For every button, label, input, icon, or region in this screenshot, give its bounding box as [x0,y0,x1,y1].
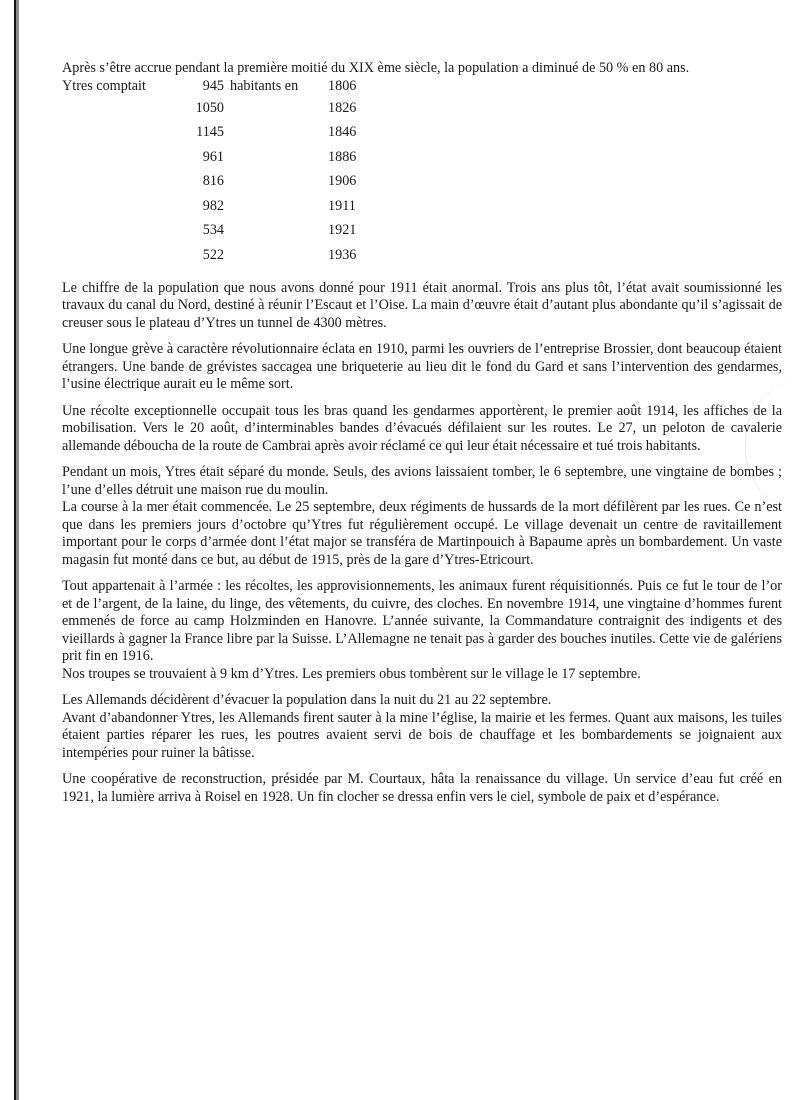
population-table [62,78,388,272]
population-unit [230,222,328,247]
population-label [62,173,184,198]
population-unit [230,100,328,125]
population-unit [230,149,328,174]
population-value: 522 [202,247,224,264]
population-year: 1921 [328,222,357,239]
population-label [62,149,184,174]
population-value: 816 [202,173,224,190]
population-unit [230,198,328,223]
population-year: 1846 [328,124,357,141]
population-row [62,247,388,272]
paragraph-greve: Une longue grève à caractère révolutionnaire éclata en 1910, parmi les ouvriers de l’entreprise Brossier, dont beaucoup étaient étrangers. Une bande de grévistes saccagea une briqueterie au lieu dit le fond du Gard et sans l’intervention des gendarmes, l’usine électrique aurait eu le même sort. [62,341,782,393]
population-value: 961 [202,148,224,165]
population-row [62,222,388,247]
paragraph-destruction: Avant d’abandonner Ytres, les Allemands firent sauter à la mine l’église, la mairie et les fermes. Quant aux maisons, les tuiles étaient parties réparer les rues, les poutres avaient servi de bois de chauffage et les bombardements se joignaient aux intempéries pour ruiner la bâtisse. [62,709,782,761]
population-value: 534 [202,222,224,239]
paragraph-reconstruction: Une coopérative de reconstruction, présidée par M. Courtaux, hâta la renaissance du village. Un service d’eau fut créé en 1921, la lumière arriva à Roisel en 1928. Un fin clocher se dressa enfin vers le ciel, symbole de paix et d’espérance. [62,771,782,805]
population-label [62,222,184,247]
population-year: 1906 [328,173,357,190]
population-label: Ytres comptait [62,77,146,94]
population-unit [230,247,328,272]
population-year: 1911 [328,197,356,214]
population-year: 1886 [328,148,357,165]
document-body [62,60,782,806]
population-row [62,124,388,149]
population-unit [230,124,328,149]
population-value: 1145 [196,124,224,141]
population-row [62,78,388,100]
population-row [62,173,388,198]
paragraph-evacuation: Les Allemands décidèrent d’évacuer la population dans la nuit du 21 au 22 septembre. [62,692,552,709]
population-row [62,149,388,174]
paragraph-requisitions: Tout appartenait à l’armée : les récoltes, les approvisionnements, les animaux furent réquisitionnés. Puis ce fut le tour de l’or et de l’argent, de la laine, du linge, des vêtements, du cuivre, des cloches. En novembre 1914, une vingtaine d’hommes furent emmenés de force au camp Holzminden en Hanovre. L’année suivante, la Commandature contraignit des indigents et des vieillards à gagner la France libre par la Suisse. L’Allemagne ne tenait pas à garder des bouches inutiles. Cette vie de galériens prit fin en 1916. [62,578,782,665]
paragraph-troupes: Nos troupes se trouvaient à 9 km d’Ytres. Les premiers obus tombèrent sur le village le 17 septembre. [62,665,641,682]
population-value: 1050 [195,99,224,116]
population-year: 1806 [328,77,357,94]
population-label [62,100,184,125]
population-row [62,198,388,223]
population-row [62,100,388,125]
paragraph-occupation: La course à la mer était commencée. Le 25 septembre, deux régiments de hussards de la mort défilèrent par les rues. Ce n’est que dans les premiers jours d’octobre qu’Ytres fut régulièrement occupé. Le village devenait un centre de ravitaillement important pour le corps d’armée dont l’état major se transféra de Martinpouich à Bapaume après un bombardement. Un vaste magasin fut monté dans ce but, au début de 1915, près de la gare d’Ytres-Etricourt. [62,499,782,568]
paragraph-mobilisation: Une récolte exceptionnelle occupait tous les bras quand les gendarmes apportèrent, le premier août 1914, les affiches de la mobilisation. Vers le 20 août, d’interminables bandes d’évacués défilaient sur les routes. Le 27, un peloton de cavalerie allemande déboucha de la route de Cambrai après avoir réclamé ce qui leur était nécessaire et tué trois habitants. [62,402,782,454]
population-year: 1826 [328,99,357,116]
population-unit [230,173,328,198]
population-label [62,198,184,223]
population-label [62,124,184,149]
population-unit: habitants en [230,77,299,94]
paragraph-isolement: Pendant un mois, Ytres était séparé du monde. Seuls, des avions laissaient tomber, le 6 septembre, une vingtaine de bombes ; l’une d’elles détruit une maison rue du moulin. [62,464,782,498]
population-label [62,247,184,272]
intro-paragraph: Après s’être accrue pendant la première moitié du XIX ème siècle, la population a diminué de 50 % en 80 ans. [62,60,690,76]
binding-shadow [16,0,19,1100]
population-value: 945 [202,77,224,94]
population-year: 1936 [328,247,357,264]
paragraph-canal: Le chiffre de la population que nous avons donné pour 1911 était anormal. Trois ans plus tôt, l’état avait soumissionné les travaux du canal du Nord, destiné à réunir l’Escaut et l’Oise. La main d’œuvre était d’autant plus abondante qu’il s’agissait de creuser sous le plateau d’Ytres un tunnel de 4300 mètres. [62,279,782,331]
population-value: 982 [202,197,224,214]
